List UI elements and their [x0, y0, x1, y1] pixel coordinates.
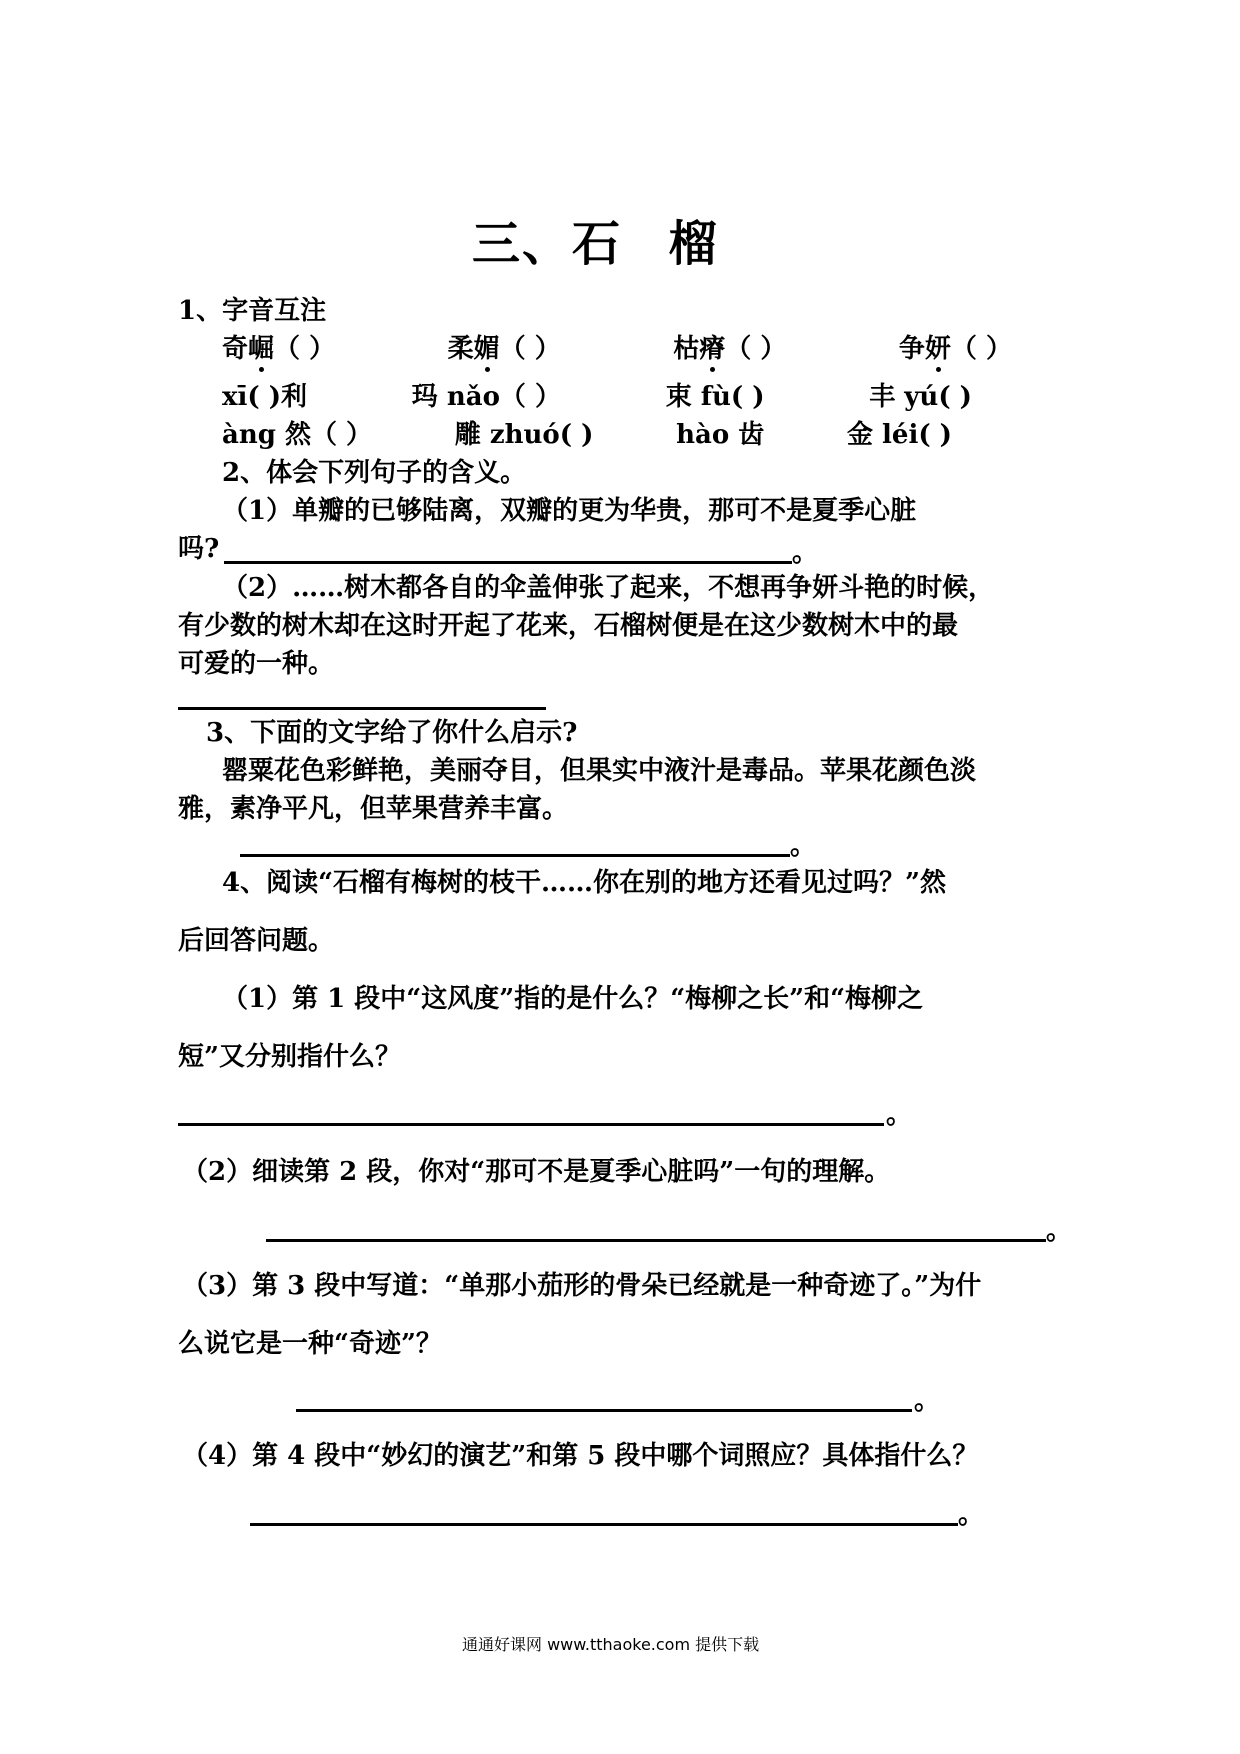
q1-row2 [222, 384, 972, 410]
q1-r3-item: hào 齿 [676, 420, 765, 450]
q3-text-line2: 雅，素净平凡，但苹果营养丰富。 [178, 794, 569, 824]
q4-sub3-line1: （3）第 3 段中写道：“单那小茄形的骨朵已经就是一种奇迹了。”为什 [182, 1271, 982, 1301]
q4-sub3-line2: 么说它是一种“奇迹”？ [178, 1329, 442, 1359]
q1-r3-item: 雕 zhuó( ) [454, 420, 594, 450]
q2-s2-line1: （2）……树木都各自的伞盖伸张了起来，不想再争妍斗艳的时候， [222, 573, 995, 603]
q1-heading: 1、字音互注 [178, 296, 327, 326]
q4-sub2: （2）细读第 2 段，你对“那可不是夏季心脏吗”一句的理解。 [182, 1157, 891, 1187]
q2-s1-line1: （1）单瓣的已够陆离，双瓣的更为华贵，那可不是夏季心脏 [222, 496, 917, 526]
q2-s2-line3: 可爱的一种。 [178, 649, 335, 679]
q4-intro-line2: 后回答问题。 [178, 926, 335, 956]
answer-line-q2-1[interactable] [224, 561, 792, 564]
q3-heading: 3、下面的文字给了你什么启示? [206, 718, 578, 748]
q2-s1-line2: 吗? [178, 534, 220, 564]
period: 。 [886, 1100, 913, 1130]
answer-line-q4-3[interactable] [296, 1409, 912, 1412]
q1-row3 [222, 422, 952, 448]
q2-heading: 2、体会下列句子的含义。 [222, 458, 527, 488]
q2-s2-line2: 有少数的树木却在这时开起了花来，石榴树便是在这少数树木中的最 [178, 611, 959, 641]
q1-r2-item: 束 fù( ) [665, 382, 765, 412]
q4-sub4: （4）第 4 段中“妙幻的演艺”和第 5 段中哪个词照应？具体指什么？ [182, 1441, 979, 1471]
q1-r3-item: àng 然（ ） [222, 420, 373, 450]
page-title: 三、石 榴 [472, 216, 719, 272]
q1-r1-item: 争妍（ ） [898, 334, 1012, 364]
footer-credit: 通通好课网 www.tthaoke.com 提供下载 [462, 1635, 760, 1654]
q4-sub1-line2: 短”又分别指什么？ [178, 1042, 401, 1072]
answer-line-q4-4[interactable] [250, 1523, 958, 1526]
q1-r3-item: 金 léi( ) [846, 420, 952, 450]
q3-text-line1: 罂粟花色彩鲜艳，美丽夺目，但果实中液汁是毒品。苹果花颜色淡 [222, 756, 977, 786]
q4-intro-line1: 4、阅读“石榴有梅树的枝干……你在别的地方还看见过吗？”然 [222, 868, 947, 898]
answer-line-q4-1[interactable] [178, 1123, 884, 1126]
q1-r1-item: 柔媚（ ） [447, 334, 561, 364]
q1-r2-item: 玛 nǎo（ ） [411, 382, 561, 412]
q1-r2-item: xī( )利 [222, 382, 308, 412]
answer-line-q4-2[interactable] [266, 1239, 1046, 1242]
period: 。 [792, 538, 819, 568]
answer-line-q2-2[interactable] [178, 707, 546, 710]
q1-r1-item: 枯瘠（ ） [673, 334, 787, 364]
period: 。 [790, 831, 817, 861]
answer-line-q3[interactable] [240, 854, 790, 857]
q1-r2-item: 丰 yú( ) [869, 382, 972, 412]
q1-r1-item: 奇崛（ ） [222, 334, 336, 364]
q1-row1 [222, 336, 1012, 362]
period: 。 [914, 1386, 941, 1416]
period: 。 [958, 1500, 985, 1530]
period: 。 [1046, 1216, 1073, 1246]
q4-sub1-line1: （1）第 1 段中“这风度”指的是什么？“梅柳之长”和“梅柳之 [222, 984, 924, 1014]
